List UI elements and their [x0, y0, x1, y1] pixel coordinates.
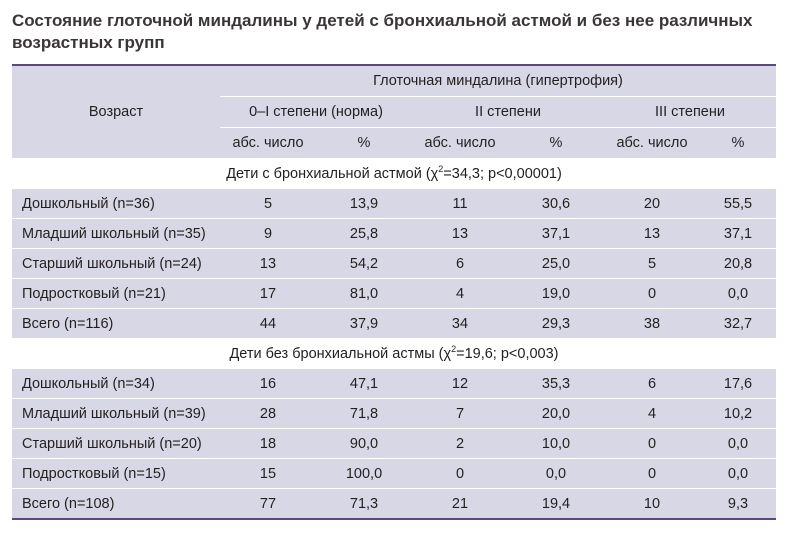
cell: 20,0 — [508, 399, 604, 429]
section-label: Дети без бронхиальной астмы ($\chi^2=19,6$; p<0,003) — [12, 338, 776, 369]
table-row — [12, 399, 776, 429]
cell: 21 — [412, 489, 508, 520]
cell: 10,0 — [508, 429, 604, 459]
row-label: Младший школьный (n=35) — [12, 219, 220, 249]
degree-header-2: III степени — [604, 97, 776, 128]
cell: 2 — [412, 429, 508, 459]
table-row — [12, 429, 776, 459]
group-header: Глоточная миндалина (гипертрофия) — [220, 65, 776, 97]
cell: 37,1 — [700, 219, 776, 249]
cell: 10 — [604, 489, 700, 520]
abs-header: абс. число — [616, 135, 688, 151]
cell: 44 — [220, 309, 316, 339]
cell: 5 — [220, 189, 316, 219]
header-row-1 — [12, 65, 776, 97]
cell: 20 — [604, 189, 700, 219]
cell: 13 — [412, 219, 508, 249]
row-label: Всего (n=108) — [12, 489, 220, 520]
cell: 54,2 — [316, 249, 412, 279]
pct-header: % — [549, 135, 563, 151]
cell: 6 — [604, 369, 700, 399]
table-row — [12, 459, 776, 489]
cell: 0,0 — [700, 279, 776, 309]
cell: 100,0 — [316, 459, 412, 489]
table-row — [12, 189, 776, 219]
cell: 18 — [220, 429, 316, 459]
cell: 34 — [412, 309, 508, 339]
data-table — [12, 64, 776, 520]
cell: 90,0 — [316, 429, 412, 459]
degree-header-1: II степени — [412, 97, 604, 128]
cell: 15 — [220, 459, 316, 489]
cell: 17,6 — [700, 369, 776, 399]
cell: 55,5 — [700, 189, 776, 219]
cell: 25,8 — [316, 219, 412, 249]
cell: 28 — [220, 399, 316, 429]
cell: 10,2 — [700, 399, 776, 429]
section-header — [12, 338, 776, 369]
row-label: Младший школьный (n=39) — [12, 399, 220, 429]
section-label: Дети с бронхиальной астмой ($\chi^2=34,3$; p<0,00001) — [12, 158, 776, 189]
cell: 17 — [220, 279, 316, 309]
table-row — [12, 309, 776, 339]
cell: 32,7 — [700, 309, 776, 339]
cell: 13 — [220, 249, 316, 279]
cell: 38 — [604, 309, 700, 339]
cell: 4 — [604, 399, 700, 429]
abs-header: абс. число — [232, 135, 304, 151]
cell: 0 — [604, 279, 700, 309]
cell: 6 — [412, 249, 508, 279]
cell: 0,0 — [700, 459, 776, 489]
cell: 5 — [604, 249, 700, 279]
table-row — [12, 369, 776, 399]
cell: 81,0 — [316, 279, 412, 309]
table-row — [12, 219, 776, 249]
cell: 13,9 — [316, 189, 412, 219]
cell: 37,9 — [316, 309, 412, 339]
cell: 11 — [412, 189, 508, 219]
cell: 77 — [220, 489, 316, 520]
pct-header: % — [731, 135, 745, 151]
cell: 20,8 — [700, 249, 776, 279]
cell: 47,1 — [316, 369, 412, 399]
abs-header: абс. число — [424, 135, 496, 151]
section-header — [12, 158, 776, 189]
cell: 25,0 — [508, 249, 604, 279]
cell: 71,8 — [316, 399, 412, 429]
table-row — [12, 249, 776, 279]
row-label: Подростковый (n=15) — [12, 459, 220, 489]
row-label: Старший школьный (n=24) — [12, 249, 220, 279]
cell: 7 — [412, 399, 508, 429]
table-row — [12, 489, 776, 520]
table-row — [12, 279, 776, 309]
cell: 29,3 — [508, 309, 604, 339]
row-label: Подростковый (n=21) — [12, 279, 220, 309]
cell: 30,6 — [508, 189, 604, 219]
cell: 0 — [604, 459, 700, 489]
cell: 9,3 — [700, 489, 776, 520]
row-label: Дошкольный (n=36) — [12, 189, 220, 219]
row-label: Старший школьный (n=20) — [12, 429, 220, 459]
cell: 13 — [604, 219, 700, 249]
cell: 37,1 — [508, 219, 604, 249]
cell: 71,3 — [316, 489, 412, 520]
cell: 0 — [604, 429, 700, 459]
degree-header-0: 0–I степени (норма) — [220, 97, 412, 128]
cell: 19,0 — [508, 279, 604, 309]
cell: 19,4 — [508, 489, 604, 520]
row-label: Дошкольный (n=34) — [12, 369, 220, 399]
pct-header: % — [357, 135, 371, 151]
cell: 12 — [412, 369, 508, 399]
cell: 35,3 — [508, 369, 604, 399]
cell: 0,0 — [700, 429, 776, 459]
table-title: Состояние глоточной миндалины у детей с бронхиальной астмой и без нее различных возрастных групп — [12, 11, 753, 52]
cell: 0,0 — [508, 459, 604, 489]
age-header: Возраст — [88, 104, 144, 120]
cell: 4 — [412, 279, 508, 309]
row-label: Всего (n=116) — [12, 309, 220, 339]
cell: 0 — [412, 459, 508, 489]
cell: 9 — [220, 219, 316, 249]
cell: 16 — [220, 369, 316, 399]
